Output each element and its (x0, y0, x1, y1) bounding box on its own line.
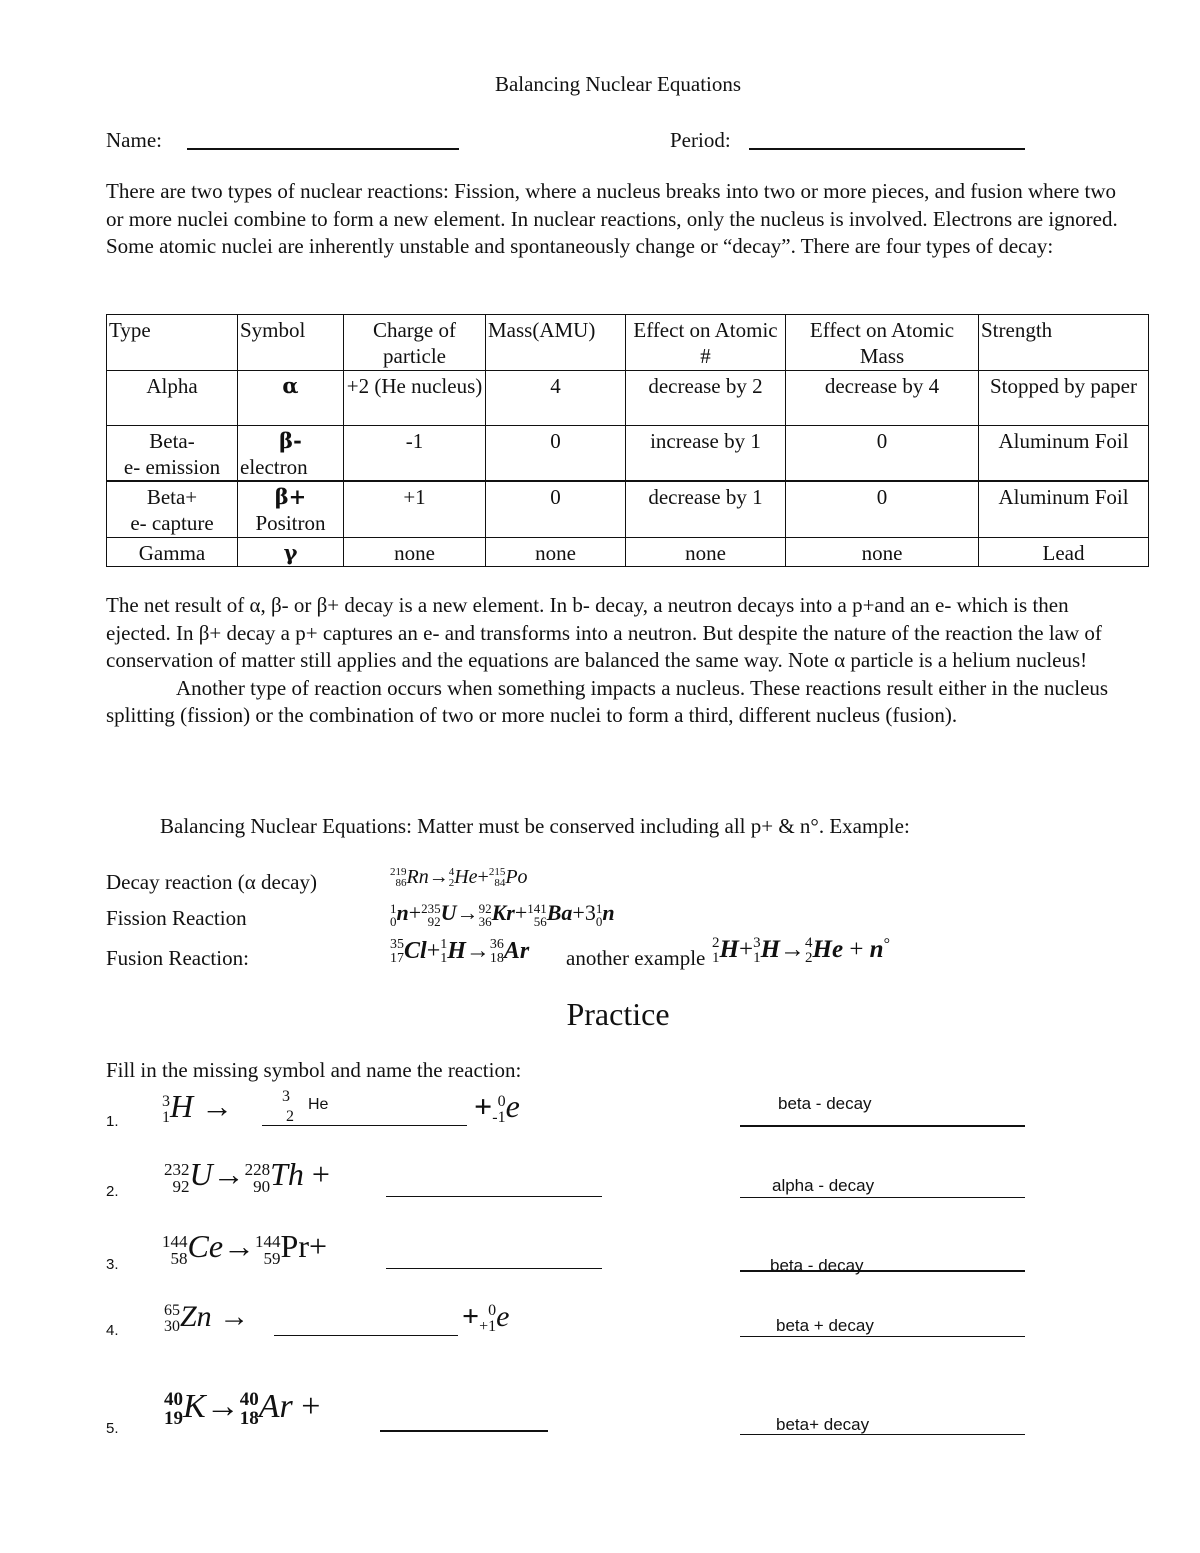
alpha-symbol: α (238, 371, 344, 426)
problem-3-answer-line[interactable] (740, 1270, 1025, 1272)
table-cell: none (486, 537, 626, 566)
type-name: Beta+ (146, 485, 198, 509)
table-header: Effect on Atomic # (626, 315, 786, 371)
table-header: Mass(AMU) (486, 315, 626, 371)
another-example-label: another example (566, 946, 706, 970)
period-label: Period: (670, 128, 731, 152)
problem-number: 2. (106, 1183, 119, 1200)
table-cell: increase by 1 (626, 426, 786, 482)
table-header: Charge of particle (344, 315, 486, 371)
table-row (107, 537, 1149, 566)
problem-2-equation: 232 92 U→ 228 90 Th + (164, 1156, 330, 1196)
table-cell: none (344, 537, 486, 566)
problem-1-answer: beta - decay (778, 1094, 872, 1113)
gamma-symbol: γ (238, 537, 344, 566)
type-detail: e- emission (123, 455, 221, 479)
beta-plus-symbol: β+ (274, 484, 307, 509)
table-header: Strength (979, 315, 1149, 371)
fusion-example-equation: 2 1 H+ 3 1 H→ 4 2 He + n° (712, 935, 890, 967)
problem-1-blank[interactable] (262, 1125, 467, 1126)
table-cell (107, 426, 238, 482)
problem-5-equation: 40 19 K→ 40 18 Ar + (164, 1388, 321, 1430)
blank-atomic: 2 (286, 1108, 294, 1125)
problem-5-answer: beta+ decay (776, 1415, 870, 1434)
table-cell: none (626, 537, 786, 566)
table-row (107, 371, 1149, 426)
table-row (107, 426, 1149, 482)
problem-5-blank[interactable] (380, 1430, 548, 1432)
table-cell: +1 (344, 481, 486, 537)
problem-1-fill: He (308, 1096, 329, 1113)
problem-3-blank[interactable] (386, 1268, 602, 1269)
problem-number: 1. (106, 1113, 119, 1130)
table-cell (238, 481, 344, 537)
symbol-detail: electron (240, 455, 308, 479)
type-name: Beta- (149, 429, 195, 453)
table-header: Symbol (238, 315, 344, 371)
problem-number: 3. (106, 1256, 119, 1273)
table-cell: 4 (486, 371, 626, 426)
table-cell: -1 (344, 426, 486, 482)
table-cell: 0 (486, 481, 626, 537)
period-field[interactable] (749, 148, 1025, 150)
paragraph-decay: The net result of α, β- or β+ decay is a new element. In b- decay, a neutron decays into a p+and an e- which is then ejected. In β+ decay a p+ captures an e- and transforms into a neutron. But despite the nature of the reaction the law of conservation of matter still applies and the equations are balanced the same way. Note α particle is a helium nucleus! (106, 593, 1102, 672)
symbol-detail: Positron (255, 511, 326, 535)
problem-4-product: + 0 +1 e (462, 1300, 510, 1336)
blank-mass: 3 (282, 1088, 290, 1105)
problem-1-equation: 3 1 H → (162, 1088, 234, 1126)
problem-1-product: + 0 -1 e (474, 1088, 520, 1126)
practice-heading: Practice (566, 996, 670, 1032)
problem-5-answer-line[interactable] (740, 1434, 1025, 1435)
name-field[interactable] (187, 148, 459, 150)
fission-reaction-label: Fission Reaction (106, 906, 247, 930)
table-cell: Alpha (107, 371, 238, 426)
table-cell: Lead (979, 537, 1149, 566)
table-cell: decrease by 4 (786, 371, 979, 426)
type-detail: e- capture (130, 511, 214, 535)
table-cell (238, 426, 344, 482)
table-cell: none (786, 537, 979, 566)
table-row (107, 481, 1149, 537)
table-cell: 0 (786, 426, 979, 482)
table-cell: Stopped by paper (979, 371, 1149, 426)
fusion-equation: 35 17 Cl+ 1 1 H→ 36 18 Ar (390, 937, 530, 967)
problem-number: 4. (106, 1322, 119, 1339)
problem-2-blank[interactable] (386, 1196, 602, 1197)
name-label: Name: (106, 128, 162, 152)
problem-1-answer-line[interactable] (740, 1125, 1025, 1127)
fill-instruction: Fill in the missing symbol and name the reaction: (106, 1058, 522, 1082)
table-cell: Aluminum Foil (979, 481, 1149, 537)
problem-number: 5. (106, 1420, 119, 1437)
table-header-row (107, 315, 1149, 371)
table-header: Effect on Atomic Mass (786, 315, 979, 371)
table-cell: decrease by 1 (626, 481, 786, 537)
table-cell: +2 (He nucleus) (344, 371, 486, 426)
table-header: Type (107, 315, 238, 371)
table-cell: Gamma (107, 537, 238, 566)
table-cell: Aluminum Foil (979, 426, 1149, 482)
table-cell: decrease by 2 (626, 371, 786, 426)
problem-4-answer: beta + decay (776, 1316, 874, 1335)
problem-3-equation: 144 58 Ce→ 144 59 Pr+ (162, 1228, 328, 1268)
problem-4-blank[interactable] (274, 1335, 458, 1336)
decay-equation: 219 86 Rn→ 4 2 He+ 215 84 Po (390, 866, 528, 890)
table-cell: 0 (486, 426, 626, 482)
intro-paragraph: There are two types of nuclear reactions: Fission, where a nucleus breaks into two or more pieces, and fusion where two or more nuclei combine to form a new element. In nuclear reactions, only the nucleus is involved. Electrons are ignored. Some atomic nuclei are inherently unstable and spontaneously change or “decay”. There are four types of decay: (106, 179, 1118, 258)
table-cell (107, 481, 238, 537)
balancing-heading: Balancing Nuclear Equations: Matter must be conserved including all p+ & n°. Example: (160, 814, 910, 838)
explanation (106, 592, 1136, 730)
problem-2-answer: alpha - decay (772, 1176, 875, 1195)
table-cell: 0 (786, 481, 979, 537)
problem-2-answer-line[interactable] (740, 1197, 1025, 1198)
page-title: Balancing Nuclear Equations (494, 72, 742, 96)
fission-equation: 1 0 n+ 235 92 U→ 92 36 Kr+ 141 56 Ba+3 1 0 n (390, 900, 615, 929)
beta-minus-symbol: β- (279, 428, 302, 453)
paragraph-impact: Another type of reaction occurs when something impacts a nucleus. These reactions result either in the nucleus splitting (fission) or the combination of two or more nuclei to form a third, different nucleus (fusion). (106, 675, 1109, 727)
decay-reaction-label: Decay reaction (α decay) (106, 870, 317, 894)
problem-3-answer: beta - decay (770, 1256, 864, 1275)
problem-4-answer-line[interactable] (740, 1336, 1025, 1337)
problem-4-equation: 65 30 Zn → (164, 1300, 250, 1336)
decay-table (106, 314, 1149, 567)
fusion-reaction-label: Fusion Reaction: (106, 946, 249, 970)
